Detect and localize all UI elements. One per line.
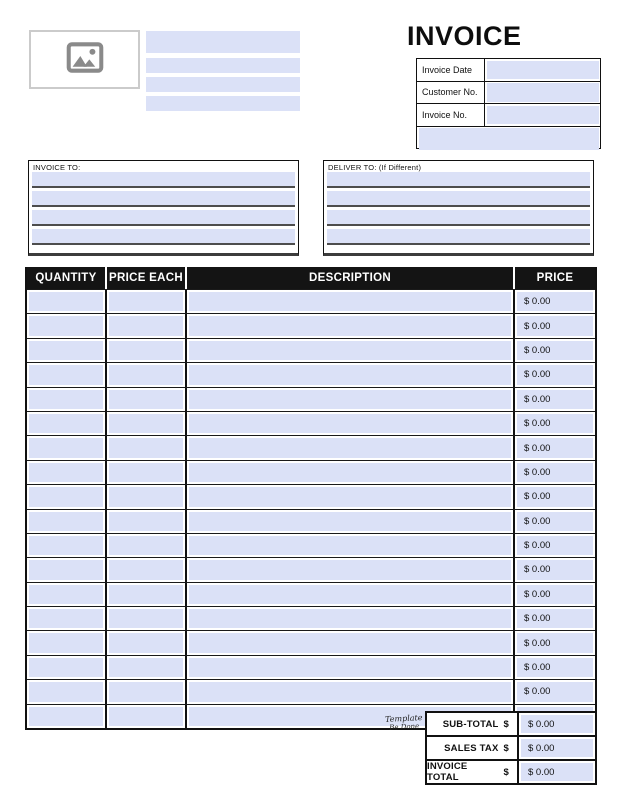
quantity-field[interactable] — [29, 536, 103, 555]
info-extra-cell — [417, 127, 600, 152]
description-field[interactable] — [189, 536, 511, 555]
invoice-date-field[interactable] — [487, 61, 599, 80]
quantity-cell — [27, 534, 107, 557]
quantity-field[interactable] — [29, 658, 103, 677]
table-row — [27, 630, 595, 654]
invoice-date-cell — [485, 59, 600, 81]
table-row — [27, 362, 595, 386]
description-field[interactable] — [189, 609, 511, 628]
quantity-field[interactable] — [29, 341, 103, 360]
price-each-cell — [107, 656, 187, 679]
quantity-cell — [27, 363, 107, 386]
price-cell — [515, 485, 595, 508]
page-title: INVOICE — [407, 21, 522, 51]
price-each-field[interactable] — [109, 292, 183, 311]
description-field[interactable] — [189, 560, 511, 579]
price-each-cell — [107, 412, 187, 435]
price-cell — [515, 534, 595, 557]
price-each-field[interactable] — [109, 658, 183, 677]
image-placeholder-icon — [66, 42, 104, 78]
description-field[interactable] — [189, 292, 511, 311]
price-field[interactable]: $ 0.00 — [517, 536, 593, 555]
price-cell — [515, 607, 595, 630]
table-row — [27, 655, 595, 679]
subtotal-field[interactable]: $ 0.00 — [521, 715, 593, 733]
quantity-cell — [27, 461, 107, 484]
subtotal-label: SUB-TOTAL $ — [442, 718, 509, 730]
address-line-field[interactable] — [327, 229, 590, 245]
sales-tax-field[interactable]: $ 0.00 — [521, 739, 593, 757]
table-row — [27, 411, 595, 435]
address-line-field[interactable] — [327, 191, 590, 207]
price-each-cell — [107, 705, 187, 728]
price-cell — [515, 631, 595, 654]
price-each-cell — [107, 436, 187, 459]
price-cell — [515, 436, 595, 459]
description-cell — [187, 485, 515, 508]
sales-tax-row — [427, 737, 595, 761]
price-each-cell — [107, 534, 187, 557]
deliver-to-box — [323, 160, 594, 256]
deliver-to-label: DELIVER TO: (If Different) — [328, 163, 422, 172]
address-line-field[interactable] — [32, 210, 295, 226]
price-each-field[interactable] — [109, 512, 183, 531]
quantity-field[interactable] — [29, 438, 103, 457]
price-field[interactable]: $ 0.00 — [517, 609, 593, 628]
totals-table — [425, 711, 597, 785]
price-each-field[interactable] — [109, 633, 183, 652]
price-cell — [515, 583, 595, 606]
info-extra-row — [417, 127, 600, 149]
description-field[interactable] — [189, 316, 511, 335]
quantity-field[interactable] — [29, 682, 103, 701]
invoice-no-label: Invoice No. — [417, 104, 485, 126]
price-field[interactable]: $ 0.00 — [517, 682, 593, 701]
description-field[interactable] — [189, 414, 511, 433]
price-each-field[interactable] — [109, 390, 183, 409]
price-each-field[interactable] — [109, 585, 183, 604]
price-field[interactable]: $ 0.00 — [517, 390, 593, 409]
price-field[interactable]: $ 0.00 — [517, 487, 593, 506]
invoice-to-box — [28, 160, 299, 256]
price-each-field[interactable] — [109, 414, 183, 433]
customer-no-cell — [485, 82, 600, 104]
table-row — [27, 557, 595, 581]
price-each-cell — [107, 631, 187, 654]
price-each-cell — [107, 583, 187, 606]
price-each-field[interactable] — [109, 487, 183, 506]
price-cell — [515, 558, 595, 581]
description-cell — [187, 680, 515, 703]
table-row — [27, 387, 595, 411]
description-cell — [187, 656, 515, 679]
watermark-line1: Template — [384, 713, 423, 724]
address-line-field[interactable] — [327, 210, 590, 226]
price-field[interactable]: $ 0.00 — [517, 414, 593, 433]
invoice-date-label: Invoice Date — [417, 59, 485, 81]
table-row — [27, 435, 595, 459]
description-field[interactable] — [189, 341, 511, 360]
company-info-fields — [146, 31, 300, 111]
table-row — [27, 460, 595, 484]
description-field[interactable] — [189, 682, 511, 701]
price-cell — [515, 656, 595, 679]
customer-no-row — [417, 82, 600, 105]
quantity-field[interactable] — [29, 633, 103, 652]
quantity-field[interactable] — [29, 316, 103, 335]
company-info-field[interactable] — [146, 96, 300, 111]
description-cell — [187, 583, 515, 606]
description-cell — [187, 314, 515, 337]
quantity-field[interactable] — [29, 487, 103, 506]
items-table — [25, 267, 597, 730]
quantity-cell — [27, 631, 107, 654]
subtotal-row — [427, 713, 595, 737]
customer-no-field[interactable] — [487, 83, 599, 102]
price-field[interactable]: $ 0.00 — [517, 292, 593, 311]
price-cell — [515, 339, 595, 362]
quantity-field[interactable] — [29, 292, 103, 311]
description-cell — [187, 436, 515, 459]
price-field[interactable]: $ 0.00 — [517, 512, 593, 531]
quantity-field[interactable] — [29, 707, 103, 726]
description-cell — [187, 510, 515, 533]
address-line-field[interactable] — [32, 229, 295, 245]
address-line-field[interactable] — [32, 191, 295, 207]
sales-tax-cell — [517, 737, 595, 759]
price-field[interactable]: $ 0.00 — [517, 341, 593, 360]
table-row — [27, 313, 595, 337]
items-table-header — [27, 267, 595, 289]
table-row — [27, 484, 595, 508]
price-field[interactable]: $ 0.00 — [517, 438, 593, 457]
description-cell — [187, 558, 515, 581]
invoice-no-field[interactable] — [487, 106, 599, 125]
quantity-cell — [27, 705, 107, 728]
invoice-total-label: INVOICE TOTAL $ — [427, 761, 509, 783]
invoice-no-row — [417, 104, 600, 127]
description-cell — [187, 461, 515, 484]
sales-tax-currency: $ — [503, 742, 509, 754]
description-field[interactable] — [189, 463, 511, 482]
subtotal-currency: $ — [503, 718, 509, 730]
logo-upload-box[interactable] — [29, 30, 140, 89]
description-field[interactable] — [189, 585, 511, 604]
table-row — [27, 338, 595, 362]
quantity-field[interactable] — [29, 512, 103, 531]
description-cell — [187, 607, 515, 630]
price-each-field[interactable] — [109, 682, 183, 701]
invoice-info-table — [416, 58, 601, 149]
price-column-header: PRICE — [515, 267, 595, 289]
price-cell — [515, 510, 595, 533]
quantity-field[interactable] — [29, 560, 103, 579]
description-column-header: DESCRIPTION — [187, 267, 513, 289]
quantity-cell — [27, 290, 107, 313]
quantity-cell — [27, 485, 107, 508]
price-each-cell — [107, 339, 187, 362]
address-line-field[interactable] — [327, 172, 590, 188]
price-field[interactable]: $ 0.00 — [517, 658, 593, 677]
quantity-field[interactable] — [29, 463, 103, 482]
price-each-cell — [107, 314, 187, 337]
price-each-field[interactable] — [109, 438, 183, 457]
price-each-cell — [107, 363, 187, 386]
price-cell — [515, 290, 595, 313]
template-watermark-logo — [383, 713, 426, 732]
quantity-cell — [27, 388, 107, 411]
invoice-total-cell — [517, 761, 595, 783]
table-row — [27, 289, 595, 313]
quantity-field[interactable] — [29, 609, 103, 628]
quantity-field[interactable] — [29, 365, 103, 384]
description-field[interactable] — [189, 658, 511, 677]
invoice-total-row — [427, 761, 595, 783]
quantity-cell — [27, 558, 107, 581]
price-cell — [515, 363, 595, 386]
price-each-field[interactable] — [109, 341, 183, 360]
description-field[interactable] — [189, 438, 511, 457]
price-cell — [515, 461, 595, 484]
price-each-field[interactable] — [109, 365, 183, 384]
price-field[interactable]: $ 0.00 — [517, 365, 593, 384]
price-cell — [515, 388, 595, 411]
customer-no-label: Customer No. — [417, 82, 485, 104]
price-each-field[interactable] — [109, 707, 183, 726]
quantity-cell — [27, 314, 107, 337]
quantity-column-header: QUANTITY — [27, 267, 105, 289]
info-extra-field[interactable] — [419, 128, 599, 150]
price-each-cell — [107, 558, 187, 581]
description-cell — [187, 534, 515, 557]
quantity-field[interactable] — [29, 390, 103, 409]
description-field[interactable] — [189, 390, 511, 409]
invoice-to-label: INVOICE TO: — [33, 163, 81, 172]
quantity-cell — [27, 510, 107, 533]
table-row — [27, 533, 595, 557]
price-each-cell — [107, 607, 187, 630]
watermark-line2: Be Done — [389, 722, 420, 732]
price-cell — [515, 412, 595, 435]
price-each-field[interactable] — [109, 609, 183, 628]
invoice-date-row — [417, 59, 600, 82]
price-each-field[interactable] — [109, 536, 183, 555]
price-field[interactable]: $ 0.00 — [517, 316, 593, 335]
description-cell — [187, 412, 515, 435]
sales-tax-label: SALES TAX $ — [444, 742, 509, 754]
price-each-field[interactable] — [109, 316, 183, 335]
quantity-cell — [27, 436, 107, 459]
price-cell — [515, 680, 595, 703]
description-field[interactable] — [189, 487, 511, 506]
price-field[interactable]: $ 0.00 — [517, 633, 593, 652]
price-cell — [515, 314, 595, 337]
quantity-cell — [27, 339, 107, 362]
price-each-cell — [107, 680, 187, 703]
company-info-field[interactable] — [146, 77, 300, 92]
description-field[interactable] — [189, 633, 511, 652]
address-line-field[interactable] — [32, 172, 295, 188]
description-cell — [187, 631, 515, 654]
company-info-field[interactable] — [146, 31, 300, 53]
subtotal-cell — [517, 713, 595, 735]
price-each-cell — [107, 461, 187, 484]
price-each-cell — [107, 388, 187, 411]
price-each-cell — [107, 485, 187, 508]
table-row — [27, 582, 595, 606]
invoice-total-currency: $ — [503, 766, 509, 778]
invoice-total-field[interactable]: $ 0.00 — [521, 763, 593, 781]
price-each-column-header: PRICE EACH — [107, 267, 185, 289]
items-rows — [27, 289, 595, 728]
price-each-cell — [107, 290, 187, 313]
description-cell — [187, 363, 515, 386]
description-field[interactable] — [189, 512, 511, 531]
price-each-cell — [107, 510, 187, 533]
description-field[interactable] — [189, 365, 511, 384]
price-field[interactable]: $ 0.00 — [517, 560, 593, 579]
quantity-cell — [27, 583, 107, 606]
description-cell — [187, 339, 515, 362]
quantity-field[interactable] — [29, 585, 103, 604]
quantity-cell — [27, 656, 107, 679]
price-each-field[interactable] — [109, 560, 183, 579]
company-info-field[interactable] — [146, 58, 300, 73]
price-each-field[interactable] — [109, 463, 183, 482]
table-row — [27, 606, 595, 630]
table-row — [27, 509, 595, 533]
description-cell — [187, 290, 515, 313]
price-field[interactable]: $ 0.00 — [517, 463, 593, 482]
price-field[interactable]: $ 0.00 — [517, 585, 593, 604]
quantity-cell — [27, 412, 107, 435]
invoice-no-cell — [485, 104, 600, 126]
quantity-cell — [27, 607, 107, 630]
quantity-cell — [27, 680, 107, 703]
description-cell — [187, 388, 515, 411]
table-row — [27, 679, 595, 703]
quantity-field[interactable] — [29, 414, 103, 433]
